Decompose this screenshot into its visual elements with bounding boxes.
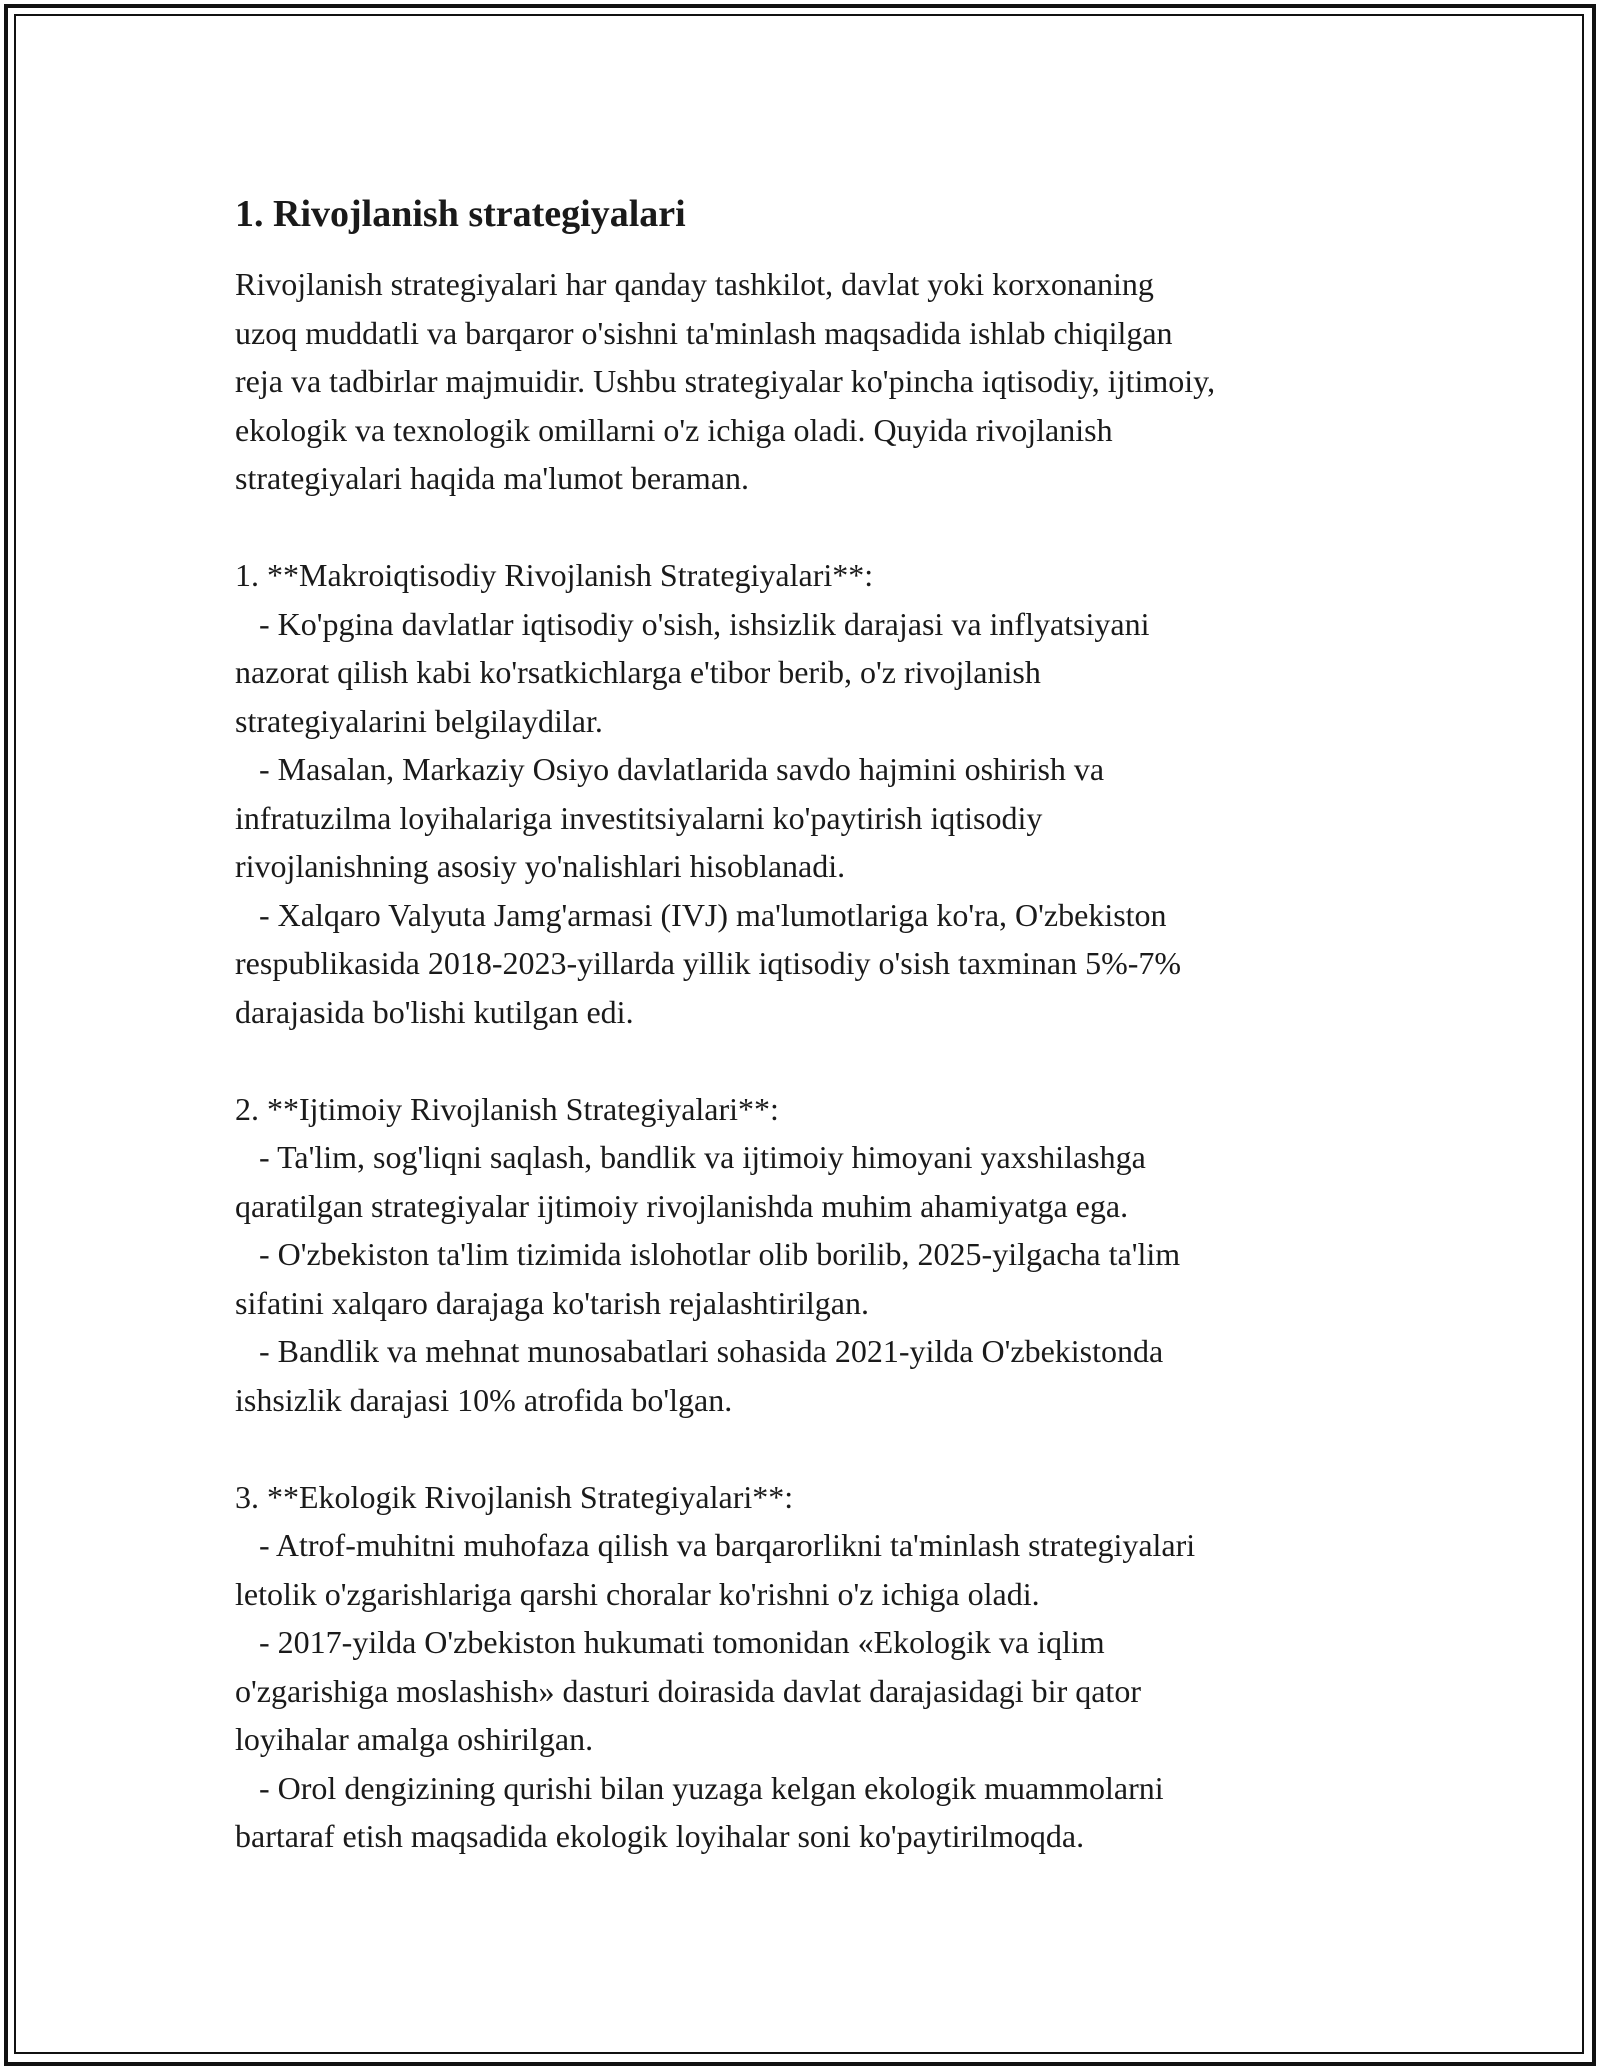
spacer [235, 1424, 1385, 1473]
section-title: 1. **Makroiqtisodiy Rivojlanish Strategiyalari**: [235, 557, 874, 593]
intro-paragraph: Rivojlanish strategiyalari har qanday tashkilot, davlat yoki korxonaning uzoq muddatli va barqaror o'sishni ta'minlash maqsadida ishlab chiqilgan reja va tadbirlar majmuidir. Ushbu strategiyalar ko'pincha iqtisodiy, ijtimoiy, ekologik va texnologik omillarni o'z ichiga oladi. Quyida rivojlanish strategiyalari haqida ma'lumot beraman. [235, 266, 1216, 496]
bullet-item: - Atrof-muhitni muhofaza qilish va barqarorlikni ta'minlash strategiyalari letolik o'zgarishlariga qarshi choralar ko'rishni o'z ichiga oladi. [235, 1527, 1196, 1612]
spacer [235, 503, 1385, 552]
bullet-item: - Masalan, Markaziy Osiyo davlatlarida savdo hajmini oshirish va infratuzilma loyihalariga investitsiyalarni ko'paytirish iqtisodiy rivojlanishning asosiy yo'nalishlari hisoblanadi. [235, 751, 1105, 884]
document-heading: 1. Rivojlanish strategiyalari [235, 193, 686, 235]
bullet-item: - Orol dengizining qurishi bilan yuzaga kelgan ekologik muammolarni bartaraf etish maqsadida ekologik loyihalar soni ko'paytirilmoqda. [235, 1769, 1164, 1854]
bullet-item: - Bandlik va mehnat munosabatlari sohasida 2021-yilda O'zbekistonda ishsizlik darajasi 10% atrofida bo'lgan. [235, 1333, 1164, 1418]
section-title: 2. **Ijtimoiy Rivojlanish Strategiyalari**: [235, 1090, 779, 1127]
section-macroeconomic [235, 551, 1385, 1036]
bullet-item: - 2017-yilda O'zbekiston hukumati tomonidan «Ekologik va iqlim o'zgarishiga moslashish» dasturi doirasida davlat darajasidagi bir qator loyihalar amalga oshirilgan. [235, 1624, 1141, 1757]
section-ecological [235, 1473, 1385, 1861]
section-title: 3. **Ekologik Rivojlanish Strategiyalari**: [235, 1478, 794, 1515]
document-body [235, 190, 1385, 1861]
section-social [235, 1085, 1385, 1425]
bullet-item: - Ta'lim, sog'liqni saqlash, bandlik va ijtimoiy himoyani yaxshilashga qaratilgan strategiyalar ijtimoiy rivojlanishda muhim ahamiyatga ega. [235, 1139, 1146, 1224]
spacer [235, 1036, 1385, 1085]
bullet-item: - Xalqaro Valyuta Jamg'armasi (IVJ) ma'lumotlariga ko'ra, O'zbekiston respublikasida 2018-2023-yillarda yillik iqtisodiy o'sish taxminan 5%-7% darajasida bo'lishi kutilgan edi. [235, 896, 1182, 1030]
bullet-item: - Ko'pgina davlatlar iqtisodiy o'sish, ishsizlik darajasi va inflyatsiyani nazorat qilish kabi ko'rsatkichlarga e'tibor berib, o'z rivojlanish strategiyalarini belgilaydilar. [235, 605, 1150, 739]
bullet-item: - O'zbekiston ta'lim tizimida islohotlar olib borilib, 2025-yilgacha ta'lim sifatini xalqaro darajaga ko'tarish rejalashtirilgan. [235, 1236, 1181, 1321]
